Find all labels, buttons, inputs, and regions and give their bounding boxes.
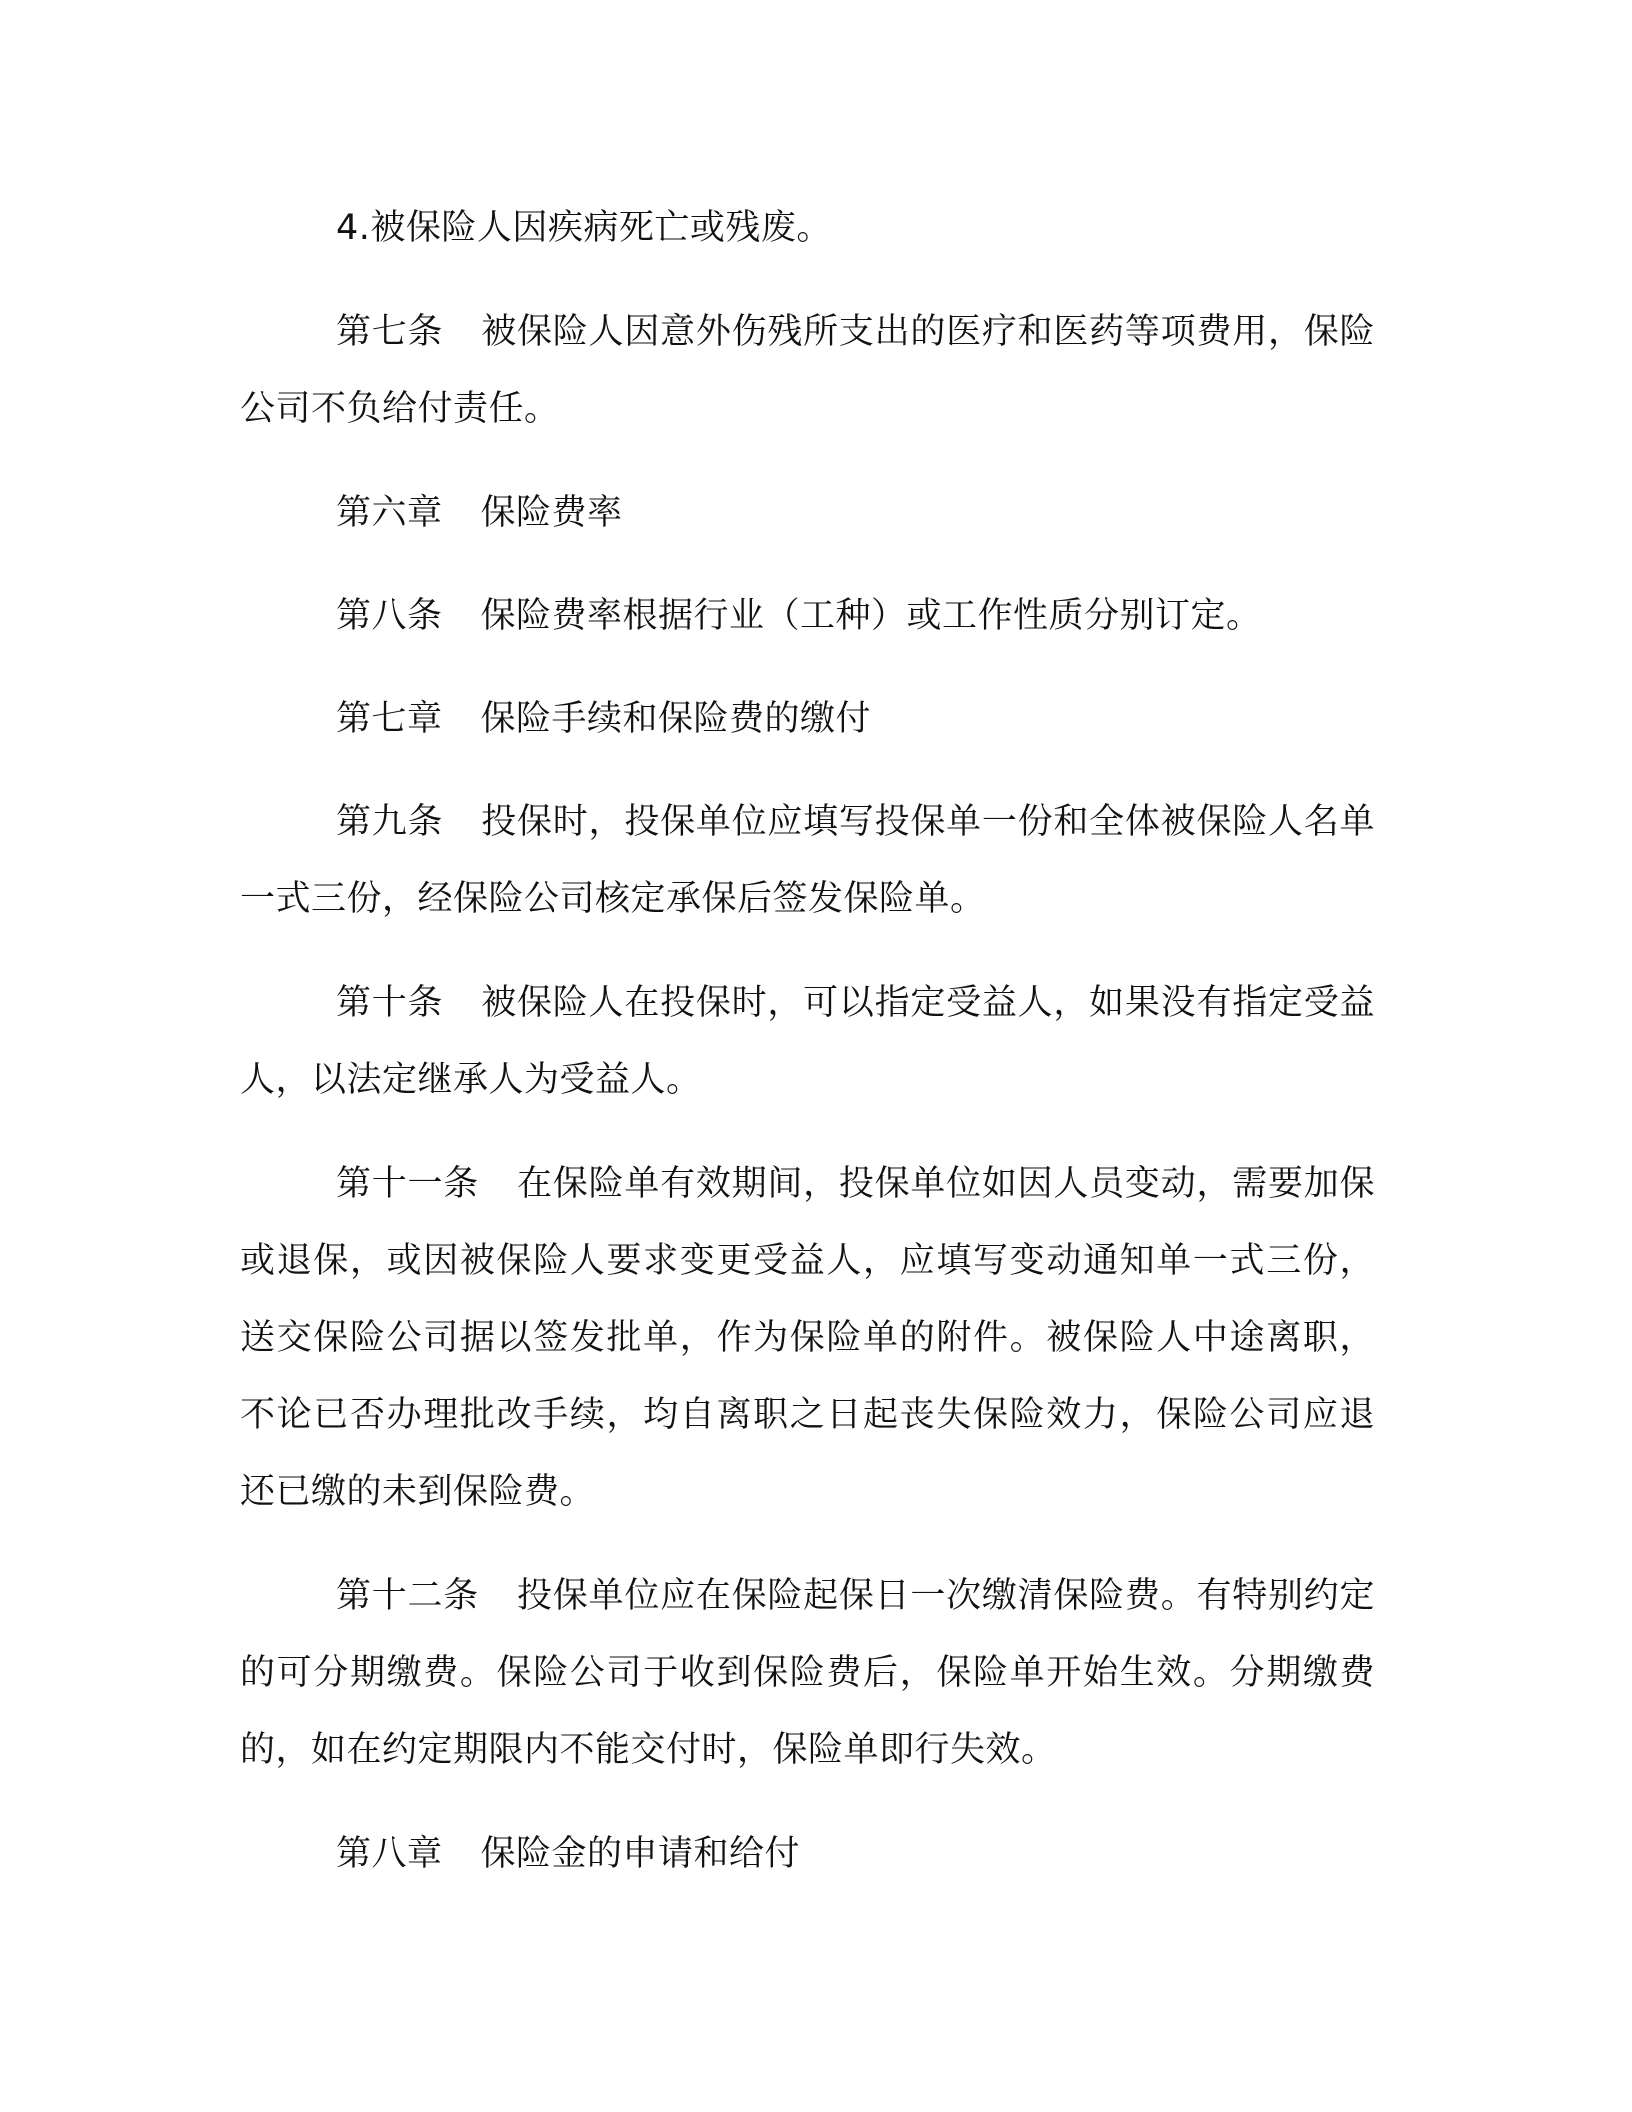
article-10 <box>240 965 1375 1119</box>
chapter-title: 保险金的申请和给付 <box>480 1834 801 1874</box>
paragraph-text: 4.被保险人因疾病死亡或残废。 <box>336 208 832 248</box>
article-7 <box>240 294 1375 448</box>
article-label: 第十条 <box>336 983 444 1023</box>
chapter-6-heading <box>240 475 1375 552</box>
paragraph-item-4 <box>240 190 1375 267</box>
chapter-label: 第七章 <box>336 699 443 739</box>
article-label: 第十二条 <box>336 1576 480 1616</box>
article-text: 保险费率根据行业（工种）或工作性质分别订定。 <box>480 596 1262 636</box>
article-text: 在保险单有效期间，投保单位如因人员变动，需要加保或退保，或因被保险人要求变更受益人，应填写变动通知单一式三份，送交保险公司据以签发批单，作为保险单的附件。被保险人中途离职，不论已否办理批改手续，均自离职之日起丧失保险效力，保险公司应退还已缴的未到保险费。 <box>240 1164 1375 1512</box>
chapter-label: 第八章 <box>336 1834 443 1874</box>
article-label: 第七条 <box>336 312 444 352</box>
chapter-label: 第六章 <box>336 493 443 533</box>
article-9 <box>240 784 1375 938</box>
chapter-title: 保险费率 <box>480 493 623 533</box>
article-label: 第八条 <box>336 596 443 636</box>
article-label: 第十一条 <box>336 1164 480 1204</box>
article-text: 被保险人因意外伤残所支出的医疗和医药等项费用，保险公司不负给付责任。 <box>240 312 1375 429</box>
article-8 <box>240 578 1375 655</box>
chapter-8-heading <box>240 1816 1375 1893</box>
article-12 <box>240 1558 1375 1789</box>
chapter-title: 保险手续和保险费的缴付 <box>480 699 872 739</box>
article-text: 投保单位应在保险起保日一次缴清保险费。有特别约定的可分期缴费。保险公司于收到保险费后，保险单开始生效。分期缴费的，如在约定期限内不能交付时，保险单即行失效。 <box>240 1576 1375 1770</box>
article-text: 被保险人在投保时，可以指定受益人，如果没有指定受益人，以法定继承人为受益人。 <box>240 983 1375 1100</box>
chapter-7-heading <box>240 681 1375 758</box>
article-text: 投保时，投保单位应填写投保单一份和全体被保险人名单一式三份，经保险公司核定承保后签发保险单。 <box>240 802 1375 919</box>
document-body <box>240 190 1375 1893</box>
article-label: 第九条 <box>336 802 444 842</box>
article-11 <box>240 1146 1375 1531</box>
